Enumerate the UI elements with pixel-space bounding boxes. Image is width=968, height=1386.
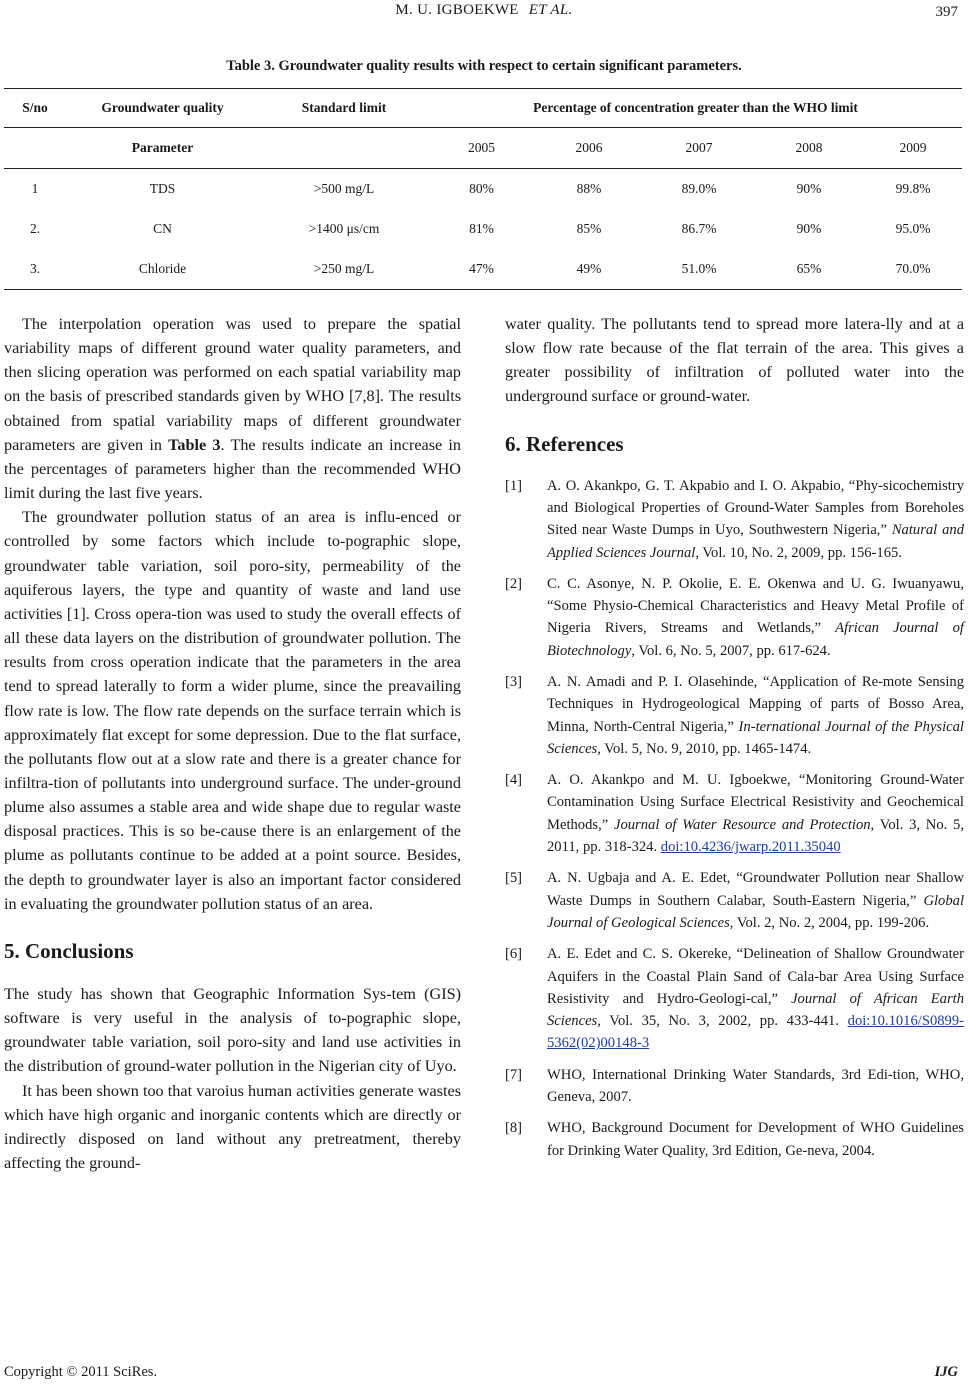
cell-value: 90%: [796, 181, 822, 196]
reference-item: [505, 1064, 964, 1109]
cell-sno: 3.: [4, 249, 66, 290]
reference-item: [505, 1117, 964, 1162]
doi-link[interactable]: doi:10.1016/S0899-5362(02)00148-3: [547, 1013, 964, 1052]
reference-item: [505, 573, 964, 662]
cell-limit: >1400 μs/cm: [308, 221, 380, 236]
table-row: [4, 249, 962, 290]
reference-number: [8]: [505, 1120, 523, 1137]
header-year: 2008: [754, 128, 864, 169]
cell-value: 47%: [429, 249, 534, 290]
doi-link[interactable]: doi:10.4236/jwarp.2011.35040: [660, 839, 841, 856]
reference-details: , Vol. 5, No. 9, 2010, pp. 1465-1474.: [597, 740, 812, 757]
cell-value: 80%: [469, 181, 494, 196]
cell-value: 70.0%: [864, 249, 962, 290]
reference-details: , Vol. 6, No. 5, 2007, pp. 617-624.: [631, 642, 831, 659]
reference-journal: Natural and Applied Sciences Journal: [547, 522, 964, 561]
body-paragraph: water quality. The pollutants tend to spread more latera-lly and at a slow flow rate because of the flat terrain of the area. This gives a greater possibility of infiltration of polluted water into the underground surface or ground-water.: [505, 315, 964, 406]
cell-limit: >250 mg/L: [259, 249, 429, 290]
reference-text: C. C. Asonye, N. P. Okolie, E. E. Okenwa and U. G. Iwuanyawu, “Some Physio-Chemical Characteristics and Heavy Metal Profile of Nigeria Rivers, Streams and Wetlands,”: [547, 575, 964, 637]
reference-journal: Journal of African Earth Sciences: [547, 990, 964, 1030]
running-head-et-al: ET AL.: [528, 2, 573, 18]
left-column: [4, 312, 461, 1175]
right-column: [505, 312, 964, 1171]
page-number: 397: [935, 4, 958, 20]
cell-parameter: CN: [153, 221, 172, 236]
running-head: [0, 2, 968, 19]
body-paragraph: [4, 312, 461, 505]
header-sno: S/no: [4, 89, 66, 128]
cell-value: 90%: [796, 221, 822, 236]
header-year: 2006: [534, 128, 644, 169]
table-header-row: [4, 89, 962, 128]
reference-number: [7]: [505, 1066, 523, 1083]
reference-details: , Vol. 35, No. 3, 2002, pp. 433-441.: [597, 1013, 848, 1030]
reference-journal: Journal of Water Resource and Protection: [613, 816, 871, 833]
header-year: 2005: [429, 128, 534, 169]
cell-limit: >500 mg/L: [313, 181, 375, 196]
subheader-empty-limit: [259, 128, 429, 169]
cell-sno: 1: [31, 181, 39, 196]
reference-list: [505, 475, 964, 1162]
running-head-authors: M. U. IGBOEKWE: [395, 2, 519, 18]
reference-number: [6]: [505, 946, 523, 963]
paragraph-text: The interpolation operation was used to prepare the spatial variability maps of different ground water quality parameters, and then slicing operation was performed on each spatial variability map on the basis of prescribed standards given by WHO [7,8]. The results obtained from spatial variability maps of different groundwater parameters are given in: [4, 315, 461, 454]
reference-journal: African Journal of Biotechnology: [547, 620, 964, 659]
body-paragraph: It has been shown too that varoius human activities generate wastes which have high organic and inorganic contents which are directly or indirectly disposed on land without any pretreatment, thereby affecting the ground-: [4, 1081, 461, 1172]
section-heading-conclusions: 5. Conclusions: [4, 938, 134, 963]
footer-copyright: Copyright © 2011 SciRes.: [4, 1364, 158, 1380]
reference-text: A. O. Akankpo and M. U. Igboekwe, “Monitoring Ground-Water Contamination Using Surface Electrical Resistivity and Geochemical Methods,”: [547, 772, 964, 833]
reference-item: [505, 867, 964, 934]
table-reference: Table 3: [168, 435, 221, 454]
reference-item: [505, 475, 964, 564]
table-row: [4, 209, 962, 249]
reference-journal: Global Journal of Geological Sciences: [547, 892, 964, 931]
body-paragraph: The groundwater pollution status of an area is influ-enced or controlled by some factors which include to-pographic slope, groundwater table variation, soil poro-sity, permeability of the aquiferous layers, the type and quantity of waste and land use activities [1]. Cross opera-tion was used to study the overall effects of all these data layers on the distribution of groundwater pollution. The results from cross operation indicate that the parameters in the area tend to spread laterally to form a wider plume, since the preavailing flow rate is low. The flow rate depends on the surface terrain which is approximately flat except for some depression. Due to the flat surface, the pollutants flow out at a slow rate and there is a greater chance for infiltra-tion of pollutants into underground surface. The under-ground plume also assumes a stable area and wide shape due to regular waste disposal practices. This is so be-cause there is an enlargement of the plume as pollutants continue to be added at a point source. Besides, the depth to groundwater layer is also an important factor considered in evaluating the groundwater pollution status of an area.: [4, 508, 461, 913]
header-year: 2007: [644, 128, 754, 169]
reference-text: A. O. Akankpo, G. T. Akpabio and I. O. Akpabio, “Phy-sicochemistry and Biological Properties of Ground-Water Samples from Boreholes Sited near Waste Dumps in Uyo, Southwestern Nigeria,”: [547, 477, 964, 539]
reference-item: [505, 943, 964, 1054]
cell-value: 95.0%: [895, 221, 931, 236]
reference-details: , Vol. 10, No. 2, 2009, pp. 156-165.: [695, 544, 902, 561]
reference-details: , Vol. 2, No. 2, 2004, pp. 199-206.: [729, 914, 930, 931]
header-standard-limit: Standard limit: [259, 89, 429, 128]
header-percentage: Percentage of concentration greater than the WHO limit: [429, 89, 962, 128]
reference-text: WHO, International Drinking Water Standards, 3rd Edi-tion, WHO, Geneva, 2007.: [547, 1066, 964, 1106]
subheader-empty: [4, 128, 66, 169]
reference-number: [1]: [505, 477, 523, 494]
section-heading-references: 6. References: [505, 431, 624, 456]
reference-number: [3]: [505, 674, 523, 690]
reference-number: [2]: [505, 575, 523, 592]
reference-text: A. E. Edet and C. S. Okereke, “Delineation of Shallow Groundwater Aquifers in the Coastal Plain Sand of Cala-bar Area Using Surface Resistivity and Hydro-Geologi-cal,”: [547, 946, 964, 1007]
header-groundwater-quality: Groundwater quality: [66, 89, 259, 128]
cell-sno: 2.: [29, 221, 41, 236]
body-paragraph: The study has shown that Geographic Information Sys-tem (GIS) software is very useful in the analysis of to-pographic slope, groundwater table variation, soil poro-sity and land use activities in the distribution of ground-water pollution in the Nigerian city of Uyo.: [4, 984, 461, 1076]
footer-journal: IJG: [934, 1364, 958, 1380]
reference-text: A. N. Ugbaja and A. E. Edet, “Groundwater Pollution near Shallow Waste Dumps in Southern Calabar, South-Eastern Nigeria,”: [547, 870, 964, 909]
cell-parameter: TDS: [149, 181, 176, 196]
cell-parameter: Chloride: [66, 249, 259, 290]
cell-value: 85%: [576, 221, 602, 236]
cell-value: 86.7%: [681, 221, 717, 236]
reference-details: , Vol. 3, No. 5, 2011, pp. 318-324.: [547, 816, 964, 856]
cell-value: 99.8%: [895, 181, 931, 196]
reference-item: [505, 671, 964, 760]
cell-value: 88%: [576, 181, 602, 196]
reference-text: WHO, Background Document for Development of WHO Guidelines for Drinking Water Quality, 3rd Edition, Ge-neva, 2004.: [547, 1120, 964, 1159]
reference-journal: In-ternational Journal of the Physical Sciences: [547, 718, 964, 757]
cell-value: 65%: [754, 249, 864, 290]
groundwater-quality-table: [4, 88, 962, 290]
table-subheader-row: [4, 128, 962, 169]
cell-value: 51.0%: [644, 249, 754, 290]
cell-value: 89.0%: [681, 181, 717, 196]
reference-number: [4]: [505, 772, 523, 789]
reference-item: [505, 769, 964, 858]
table-caption: Table 3. Groundwater quality results with respect to certain significant parameters.: [226, 58, 742, 74]
paragraph-text: . The results indicate an increase in the percentages of parameters higher than the recommended WHO limit during the last five years.: [4, 435, 461, 503]
header-parameter: Parameter: [66, 128, 259, 169]
header-year: 2009: [864, 128, 962, 169]
reference-text: A. N. Amadi and P. I. Olasehinde, “Application of Re-mote Sensing Techniques in Hydrogeological Mapping of parts of Bosso Area, Minna, North-Central Nigeria,”: [547, 674, 964, 735]
cell-value: 81%: [469, 221, 494, 236]
cell-value: 49%: [534, 249, 644, 290]
table-row: [4, 169, 962, 210]
reference-number: [5]: [505, 870, 523, 887]
